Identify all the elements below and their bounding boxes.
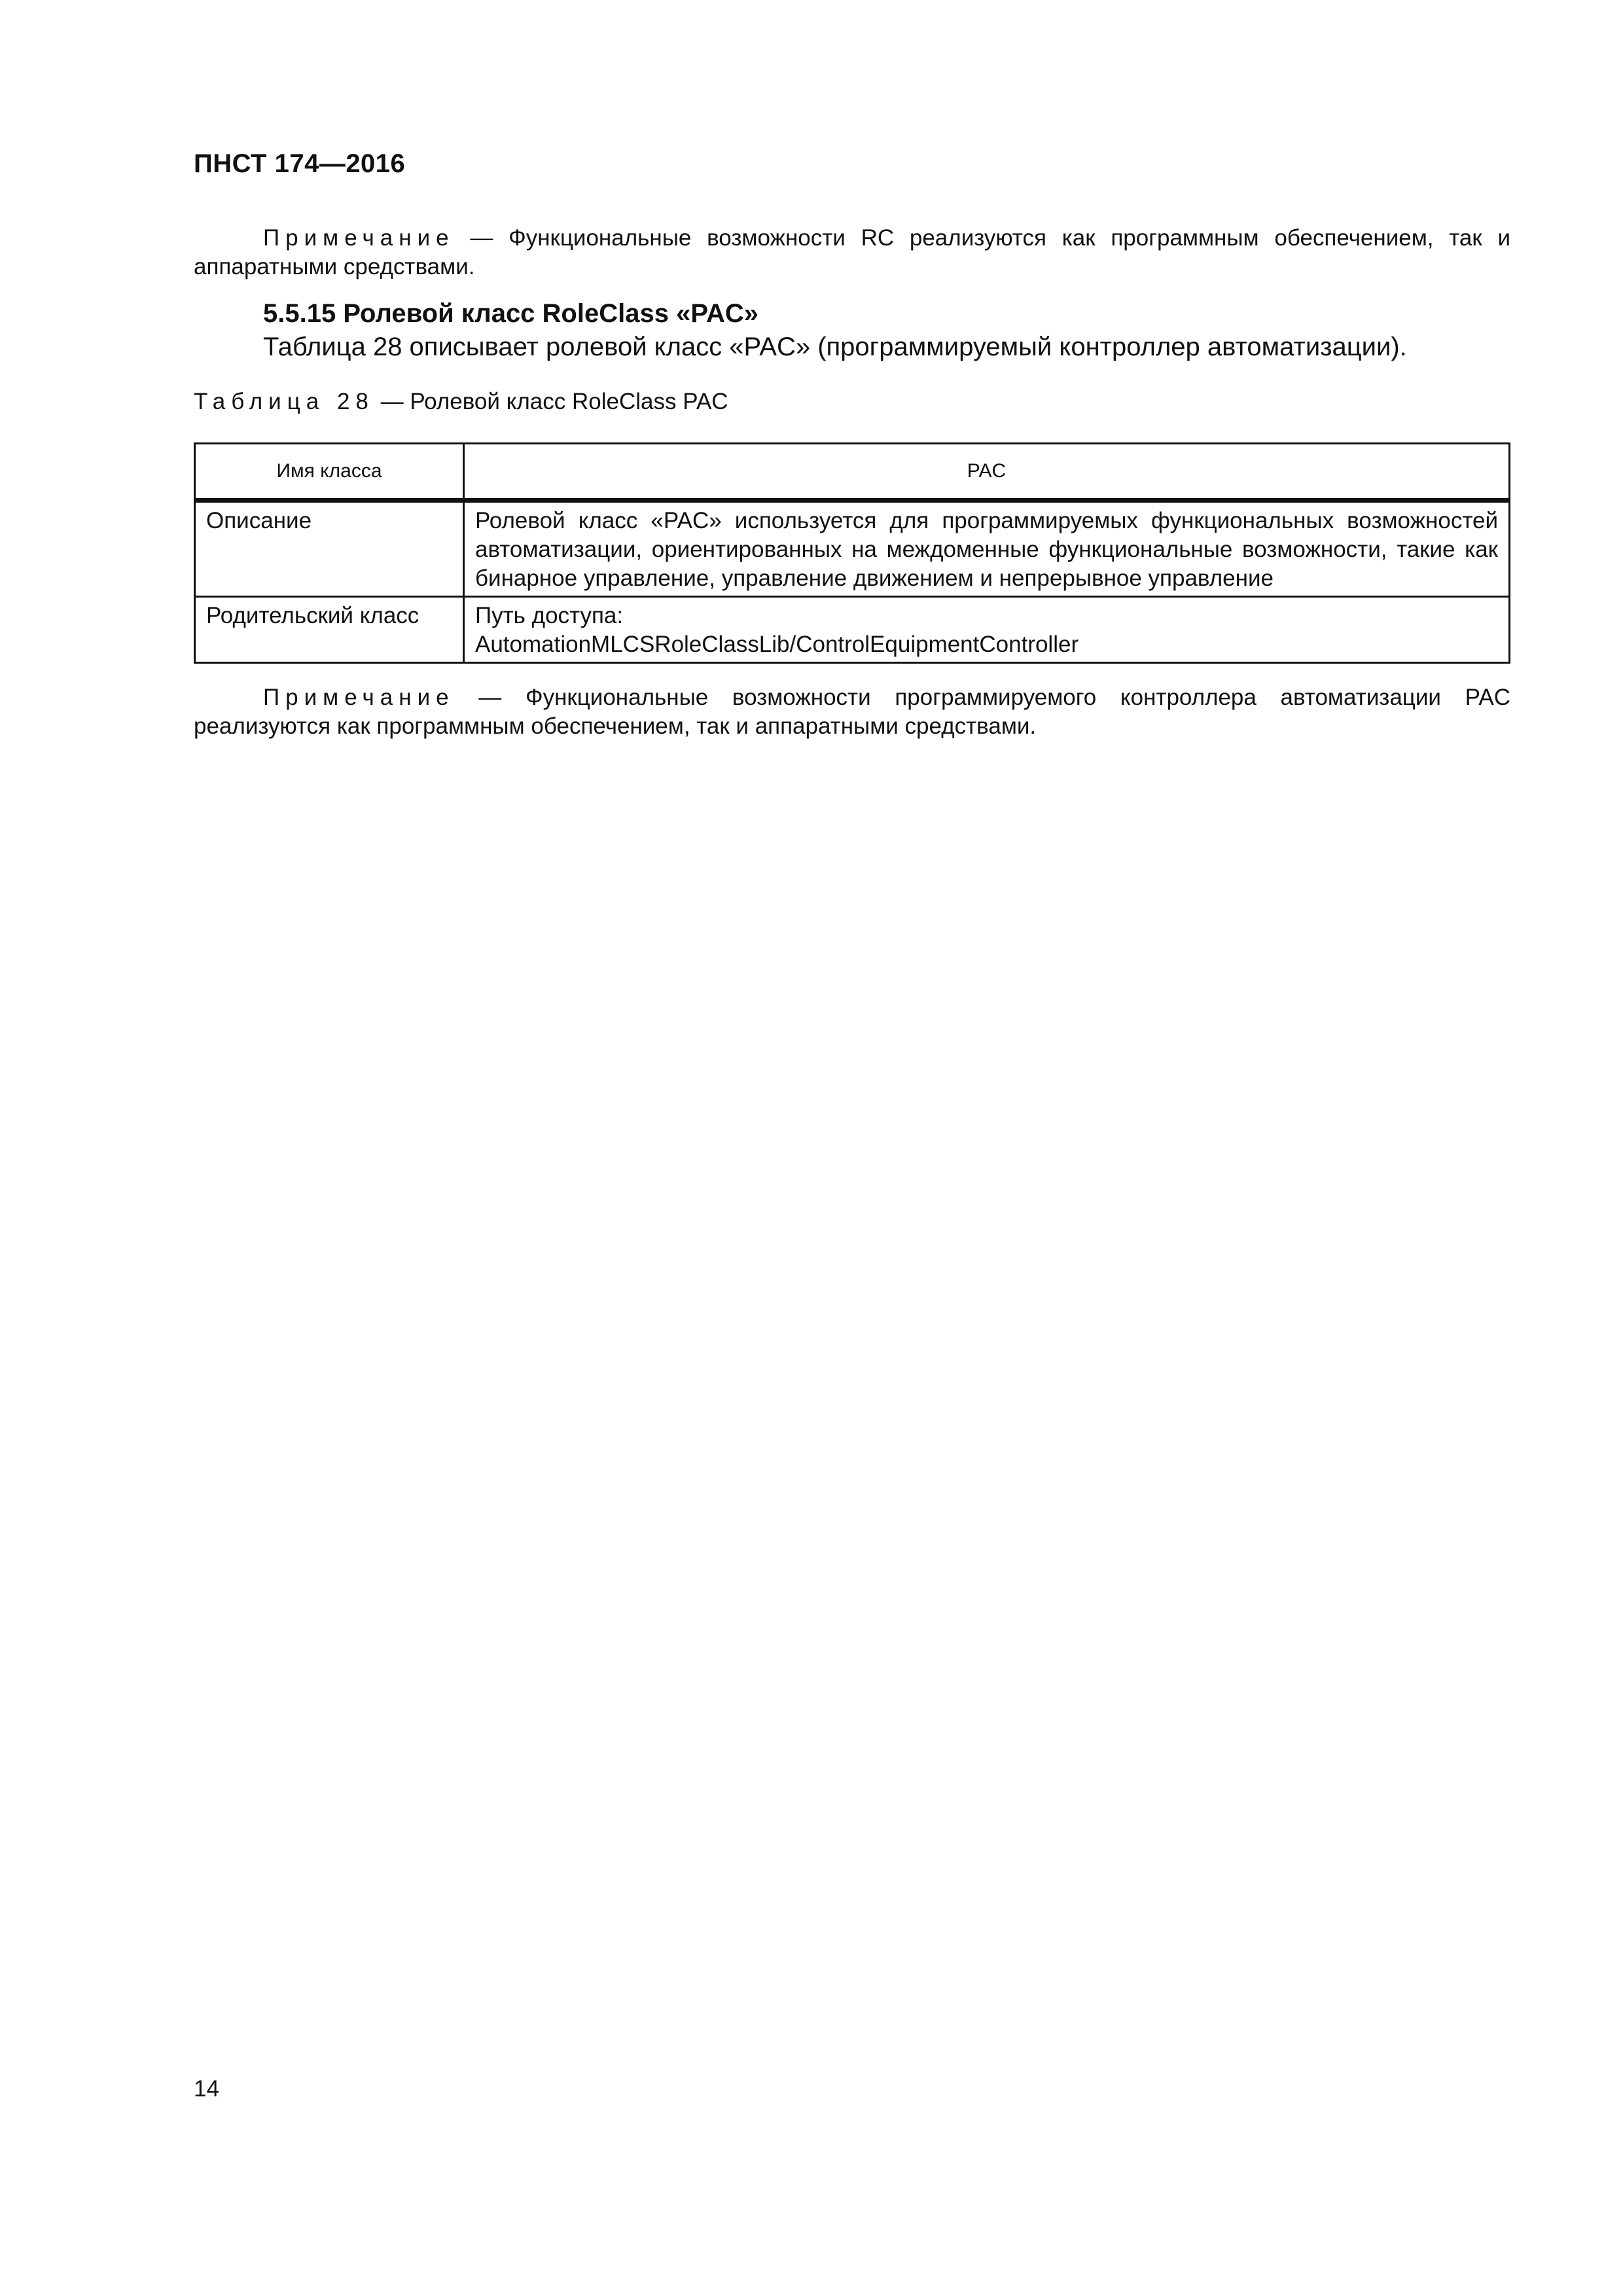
table-row-label: Описание <box>195 501 464 597</box>
page-number: 14 <box>194 2076 219 2102</box>
note-2 <box>194 683 1510 741</box>
access-path-label: Путь доступа: <box>475 603 624 628</box>
document-header: ПНСТ 174—2016 <box>194 149 406 178</box>
note-2-label: Примечание <box>263 685 455 710</box>
table-row-value <box>464 597 1510 663</box>
table-header-class-name: Имя класса <box>195 444 464 501</box>
table-header-row <box>195 444 1510 501</box>
table-row <box>195 597 1510 663</box>
role-class-table <box>194 442 1510 664</box>
table-row-value: Ролевой класс «PAC» используется для программируемых функциональных возможностей автоматизации, ориентированных на междоменные функциональные возможности, такие как бинарное управление, управление движением и непрерывное управление <box>464 501 1510 597</box>
note-1-text: — Функциональные возможности RC реализуются как программным обеспечением, так и аппаратными средствами. <box>194 225 1510 279</box>
table-row-label: Родительский класс <box>195 597 464 663</box>
table-row <box>195 501 1510 597</box>
access-path-value: AutomationMLCSRoleClassLib/ControlEquipmentController <box>475 632 1079 657</box>
note-1 <box>194 224 1510 281</box>
table-header-class-value: PAC <box>464 444 1510 501</box>
table-caption-label: Таблица 28 <box>194 389 374 414</box>
note-1-label: Примечание <box>263 225 455 251</box>
note-2-text: — Функциональные возможности программируемого контроллера автоматизации PAC реализуются как программным обеспечением, так и аппаратными средствами. <box>194 685 1510 739</box>
section-text: Таблица 28 описывает ролевой класс «PAC» (программируемый контроллер автоматизации). <box>263 332 1407 361</box>
table-caption <box>194 389 728 415</box>
table-caption-text: — Ролевой класс RoleClass PAC <box>374 389 728 414</box>
section-title: 5.5.15 Ролевой класс RoleClass «PAC» <box>263 299 759 328</box>
